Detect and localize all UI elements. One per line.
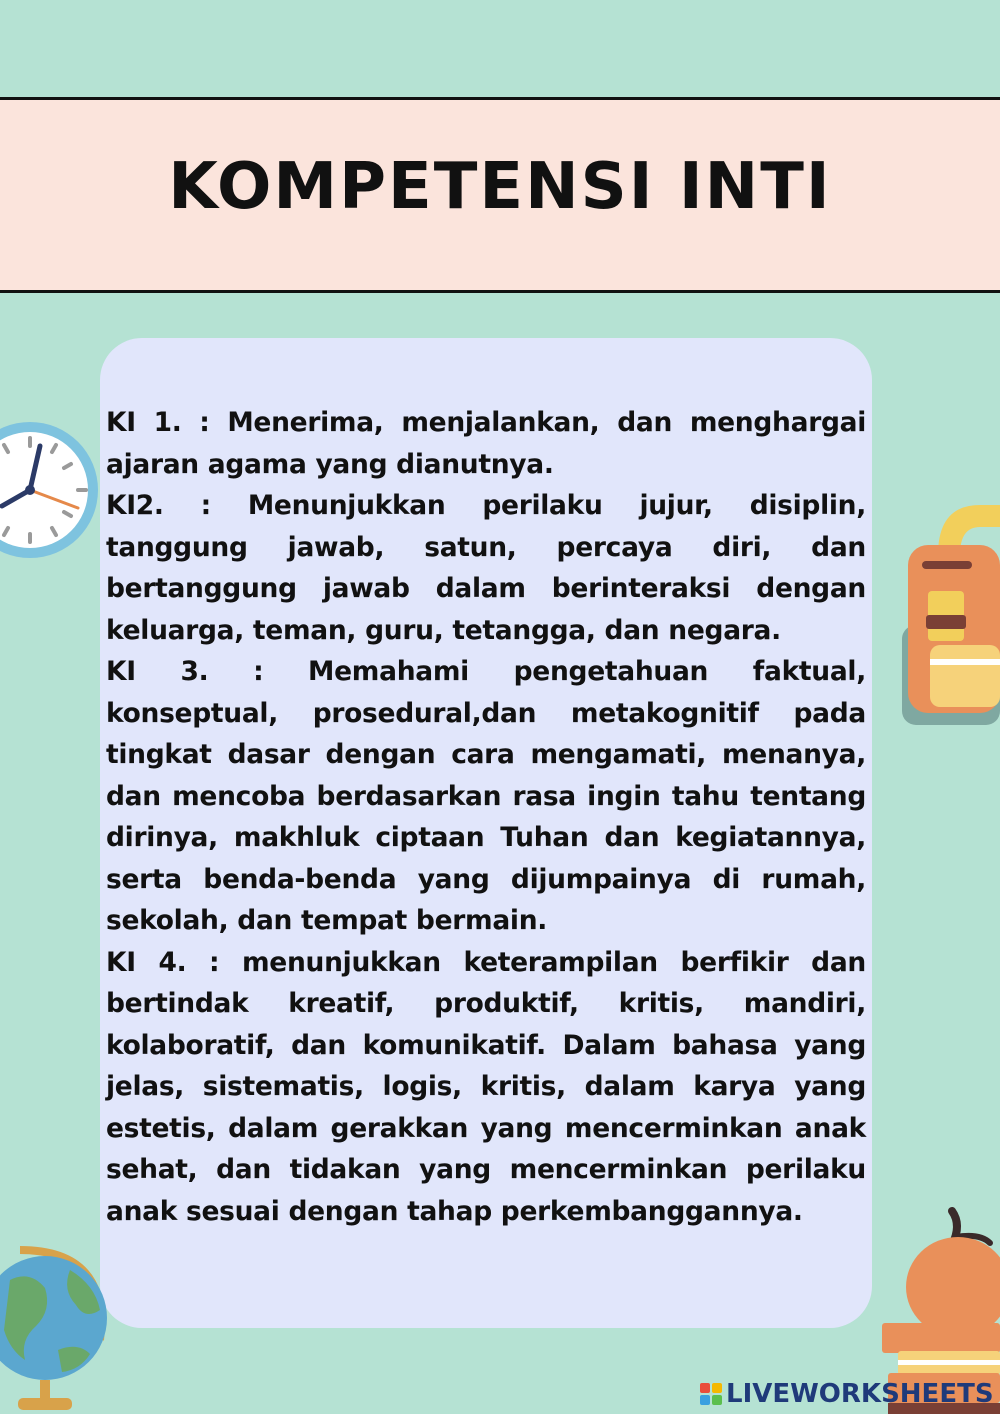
competency-ki4: KI 4. : menunjukkan keterampilan berfikir dan bertindak kreatif, produktif, kritis, mandiri, kolaboratif, dan komunikatif. Dalam bahasa yang jelas, sistematis, logis, kritis, dalam karya yang estetis, dalam gerakkan yang mencerminkan anak sehat, dan tidakan yang mencerminkan perilaku anak sesuai dengan tahap perkembanggannya. bbox=[106, 946, 866, 1227]
watermark bbox=[700, 1378, 994, 1410]
competency-ki1: KI 1. : Menerima, menjalankan, dan menghargai ajaran agama yang dianutnya. bbox=[106, 407, 866, 480]
globe-icon bbox=[0, 1230, 115, 1414]
watermark-text: LIVEWORKSHEETS bbox=[726, 1379, 994, 1409]
page-title: KOMPETENSI INTI bbox=[168, 150, 832, 224]
competency-ki3: KI 3. : Memahami pengetahuan faktual, konseptual, prosedural,dan metakognitif pada tingkat dasar dengan cara mengamati, menanya, dan mencoba berdasarkan rasa ingin tahu tentang dirinya, makhluk ciptaan Tuhan dan kegiatannya, serta benda-benda yang dijumpainya di rumah, sekolah, dan tempat bermain. bbox=[106, 656, 866, 936]
backpack-icon bbox=[900, 495, 1000, 730]
competency-ki2: KI2. : Menunjukkan perilaku jujur, disiplin, tanggung jawab, satun, percaya diri, dan bertanggung jawab dalam berinteraksi dengan keluarga, teman, guru, tetangga, dan negara. bbox=[106, 490, 866, 646]
clock-icon bbox=[0, 418, 100, 563]
competency-list bbox=[106, 402, 866, 1232]
liveworksheets-logo-icon bbox=[700, 1383, 722, 1405]
title-banner bbox=[0, 97, 1000, 293]
